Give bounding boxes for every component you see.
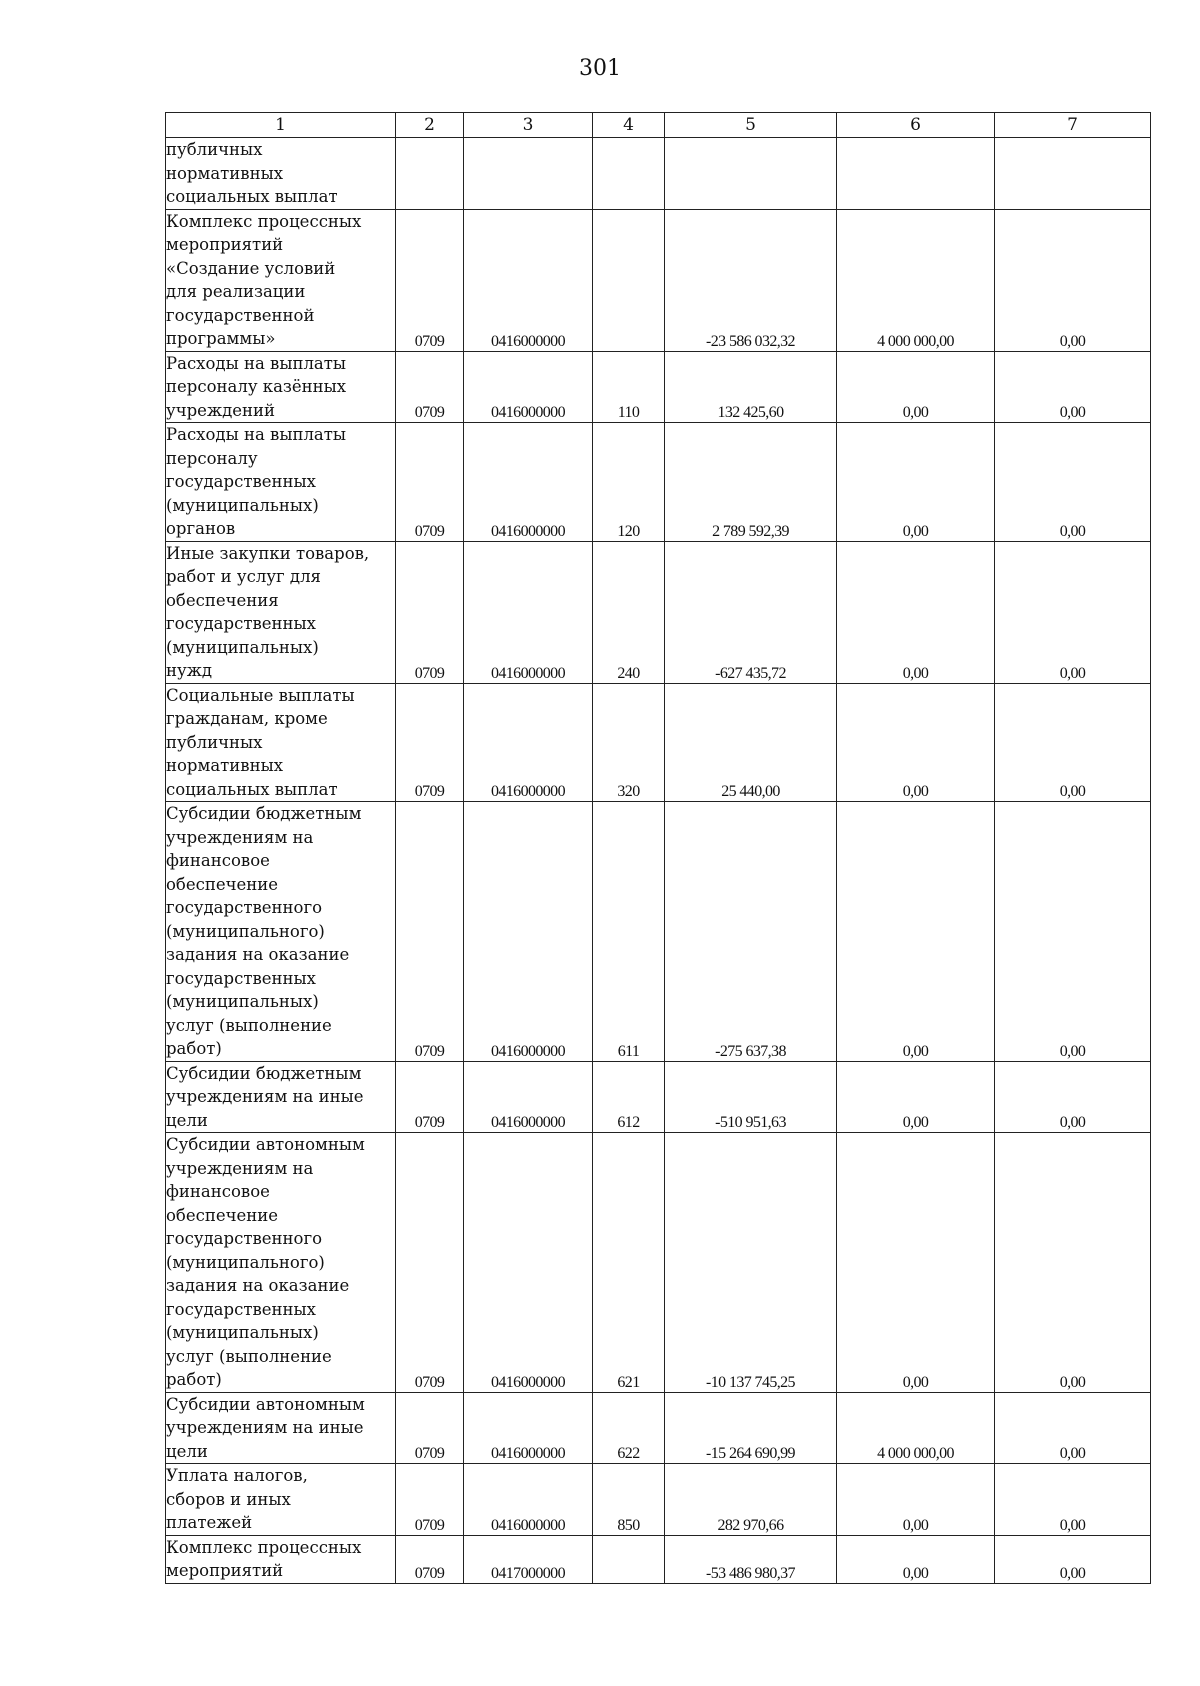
expense-type-cell <box>593 1535 665 1583</box>
row-name-line: цели <box>166 1441 208 1461</box>
section-code-cell: 0709 <box>396 802 464 1062</box>
amount-col7-cell <box>995 138 1151 210</box>
row-name-line: органов <box>166 519 236 538</box>
row-name-line: задания на оказание <box>166 945 350 964</box>
target-code-cell: 0416000000 <box>464 1392 593 1464</box>
target-code-cell: 0417000000 <box>464 1535 593 1583</box>
row-name-line: услуг (выполнение <box>166 1346 332 1366</box>
row-name-line: работ) <box>166 1370 222 1389</box>
row-name-cell <box>166 683 396 802</box>
table-row <box>166 1133 1151 1393</box>
row-name-cell <box>166 1464 396 1536</box>
row-name-line: публичных <box>166 732 263 752</box>
row-name-line: Субсидии автономным <box>166 1394 365 1414</box>
table-row <box>166 351 1151 423</box>
amount-col6-cell: 4 000 000,00 <box>837 1392 995 1464</box>
table-row <box>166 1464 1151 1536</box>
expense-type-cell: 120 <box>593 423 665 542</box>
target-code-cell: 0416000000 <box>464 1061 593 1133</box>
section-code-cell <box>396 138 464 210</box>
row-name-line: сборов и иных <box>166 1489 291 1509</box>
row-name-line: государственных <box>166 968 316 988</box>
amount-col6-cell <box>837 138 995 210</box>
amount-col5-cell: 2 789 592,39 <box>665 423 837 542</box>
section-code-cell: 0709 <box>396 541 464 683</box>
row-name-line: (муниципальных) <box>166 495 319 515</box>
row-name-line: государственной <box>166 305 315 325</box>
expense-type-cell: 611 <box>593 802 665 1062</box>
row-name-cell <box>166 351 396 423</box>
amount-col7-cell: 0,00 <box>995 1535 1151 1583</box>
row-name-line: мероприятий <box>166 235 284 254</box>
target-code-cell: 0416000000 <box>464 351 593 423</box>
header-col-7: 7 <box>995 113 1151 138</box>
section-code-cell: 0709 <box>396 1061 464 1133</box>
row-name-line: государственных <box>166 472 316 491</box>
header-col-2: 2 <box>396 113 464 138</box>
table-row <box>166 1061 1151 1133</box>
row-name-line: Расходы на выплаты <box>166 353 347 373</box>
row-name-line: задания на оказание <box>166 1276 350 1295</box>
amount-col5-cell: 132 425,60 <box>665 351 837 423</box>
table-row <box>166 541 1151 683</box>
row-name-line: работ и услуг для <box>166 567 321 586</box>
expense-type-cell: 850 <box>593 1464 665 1536</box>
amount-col5-cell <box>665 138 837 210</box>
row-name-line: нормативных <box>166 756 284 775</box>
amount-col7-cell: 0,00 <box>995 351 1151 423</box>
amount-col5-cell: -10 137 745,25 <box>665 1133 837 1393</box>
row-name-cell <box>166 541 396 683</box>
amount-col6-cell: 0,00 <box>837 802 995 1062</box>
amount-col7-cell: 0,00 <box>995 683 1151 802</box>
row-name-line: (муниципального) <box>166 1252 325 1272</box>
expense-type-cell: 240 <box>593 541 665 683</box>
amount-col5-cell: -627 435,72 <box>665 541 837 683</box>
row-name-line: Комплекс процессных <box>166 1537 362 1557</box>
row-name-line: мероприятий <box>166 1561 284 1580</box>
row-name-line: государственных <box>166 1299 316 1319</box>
row-name-line: учреждениям на <box>166 827 314 847</box>
amount-col6-cell: 0,00 <box>837 1464 995 1536</box>
amount-col5-cell: -53 486 980,37 <box>665 1535 837 1583</box>
row-name-line: учреждениям на иные <box>166 1087 364 1106</box>
row-name-line: (муниципальных) <box>166 992 319 1011</box>
section-code-cell: 0709 <box>396 1535 464 1583</box>
target-code-cell: 0416000000 <box>464 541 593 683</box>
row-name-line: Субсидии бюджетным <box>166 804 362 823</box>
section-code-cell: 0709 <box>396 683 464 802</box>
amount-col7-cell: 0,00 <box>995 1133 1151 1393</box>
row-name-line: Социальные выплаты <box>166 685 355 705</box>
row-name-line: персоналу <box>166 448 258 468</box>
row-name-line: программы» <box>166 329 276 348</box>
row-name-line: финансовое <box>166 1182 270 1201</box>
target-code-cell: 0416000000 <box>464 802 593 1062</box>
amount-col5-cell: -23 586 032,32 <box>665 209 837 351</box>
expense-type-cell: 110 <box>593 351 665 423</box>
row-name-line: Уплата налогов, <box>166 1466 308 1485</box>
section-code-cell: 0709 <box>396 1464 464 1536</box>
amount-col6-cell: 0,00 <box>837 541 995 683</box>
table-row <box>166 209 1151 351</box>
row-name-line: работ) <box>166 1039 222 1058</box>
target-code-cell: 0416000000 <box>464 423 593 542</box>
row-name-cell <box>166 1133 396 1393</box>
row-name-line: Иные закупки товаров, <box>166 543 370 563</box>
expense-type-cell: 612 <box>593 1061 665 1133</box>
amount-col7-cell: 0,00 <box>995 802 1151 1062</box>
expense-type-cell: 320 <box>593 683 665 802</box>
row-name-line: социальных выплат <box>166 779 338 799</box>
amount-col7-cell: 0,00 <box>995 423 1151 542</box>
header-row <box>166 113 1151 138</box>
row-name-line: платежей <box>166 1513 253 1532</box>
expense-type-cell <box>593 138 665 210</box>
amount-col5-cell: -510 951,63 <box>665 1061 837 1133</box>
table-row <box>166 1392 1151 1464</box>
target-code-cell: 0416000000 <box>464 1133 593 1393</box>
amount-col6-cell: 0,00 <box>837 1061 995 1133</box>
header-col-4: 4 <box>593 113 665 138</box>
row-name-line: (муниципальных) <box>166 1323 319 1342</box>
header-col-6: 6 <box>837 113 995 138</box>
header-col-3: 3 <box>464 113 593 138</box>
row-name-line: цели <box>166 1110 208 1130</box>
row-name-line: учреждений <box>166 400 276 420</box>
row-name-line: публичных <box>166 140 263 159</box>
table-row <box>166 423 1151 542</box>
row-name-line: обеспечение <box>166 874 279 894</box>
amount-col7-cell: 0,00 <box>995 1392 1151 1464</box>
row-name-cell <box>166 423 396 542</box>
row-name-line: персоналу казённых <box>166 377 347 396</box>
row-name-line: (муниципального) <box>166 921 325 941</box>
amount-col6-cell: 0,00 <box>837 351 995 423</box>
row-name-line: «Создание условий <box>166 258 336 278</box>
table-row <box>166 683 1151 802</box>
row-name-line: нужд <box>166 661 213 680</box>
row-name-line: нормативных <box>166 163 284 183</box>
amount-col7-cell: 0,00 <box>995 1464 1151 1536</box>
row-name-line: гражданам, кроме <box>166 709 328 728</box>
target-code-cell <box>464 138 593 210</box>
target-code-cell: 0416000000 <box>464 209 593 351</box>
amount-col6-cell: 0,00 <box>837 1133 995 1393</box>
row-name-line: Комплекс процессных <box>166 211 362 231</box>
row-name-line: Субсидии автономным <box>166 1135 365 1154</box>
amount-col7-cell: 0,00 <box>995 209 1151 351</box>
row-name-line: обеспечения <box>166 590 279 610</box>
section-code-cell: 0709 <box>396 423 464 542</box>
expense-type-cell <box>593 209 665 351</box>
amount-col5-cell: -15 264 690,99 <box>665 1392 837 1464</box>
amount-col6-cell: 0,00 <box>837 683 995 802</box>
row-name-cell <box>166 1061 396 1133</box>
section-code-cell: 0709 <box>396 209 464 351</box>
budget-table <box>165 112 1151 1584</box>
amount-col7-cell: 0,00 <box>995 541 1151 683</box>
row-name-line: государственного <box>166 1229 323 1248</box>
target-code-cell: 0416000000 <box>464 1464 593 1536</box>
row-name-line: учреждениям на иные <box>166 1418 364 1437</box>
row-name-cell <box>166 1535 396 1583</box>
amount-col7-cell: 0,00 <box>995 1061 1151 1133</box>
amount-col5-cell: 25 440,00 <box>665 683 837 802</box>
header-col-1: 1 <box>166 113 396 138</box>
row-name-line: государственного <box>166 898 323 917</box>
row-name-line: обеспечение <box>166 1205 279 1225</box>
header-col-5: 5 <box>665 113 837 138</box>
page-number: 301 <box>579 56 621 81</box>
amount-col5-cell: -275 637,38 <box>665 802 837 1062</box>
row-name-line: финансовое <box>166 851 270 870</box>
row-name-cell <box>166 1392 396 1464</box>
row-name-line: для реализации <box>166 282 306 301</box>
section-code-cell: 0709 <box>396 351 464 423</box>
row-name-cell <box>166 209 396 351</box>
section-code-cell: 0709 <box>396 1133 464 1393</box>
target-code-cell: 0416000000 <box>464 683 593 802</box>
row-name-line: учреждениям на <box>166 1158 314 1178</box>
row-name-line: (муниципальных) <box>166 637 319 657</box>
amount-col5-cell: 282 970,66 <box>665 1464 837 1536</box>
row-name-cell <box>166 802 396 1062</box>
row-name-cell <box>166 138 396 210</box>
table-row <box>166 138 1151 210</box>
row-name-line: социальных выплат <box>166 187 338 206</box>
amount-col6-cell: 0,00 <box>837 1535 995 1583</box>
row-name-line: Расходы на выплаты <box>166 425 347 444</box>
row-name-line: Субсидии бюджетным <box>166 1063 362 1083</box>
amount-col6-cell: 0,00 <box>837 423 995 542</box>
amount-col6-cell: 4 000 000,00 <box>837 209 995 351</box>
row-name-line: услуг (выполнение <box>166 1015 332 1035</box>
expense-type-cell: 622 <box>593 1392 665 1464</box>
expense-type-cell: 621 <box>593 1133 665 1393</box>
section-code-cell: 0709 <box>396 1392 464 1464</box>
table-row <box>166 1535 1151 1583</box>
row-name-line: государственных <box>166 614 316 633</box>
table-row <box>166 802 1151 1062</box>
